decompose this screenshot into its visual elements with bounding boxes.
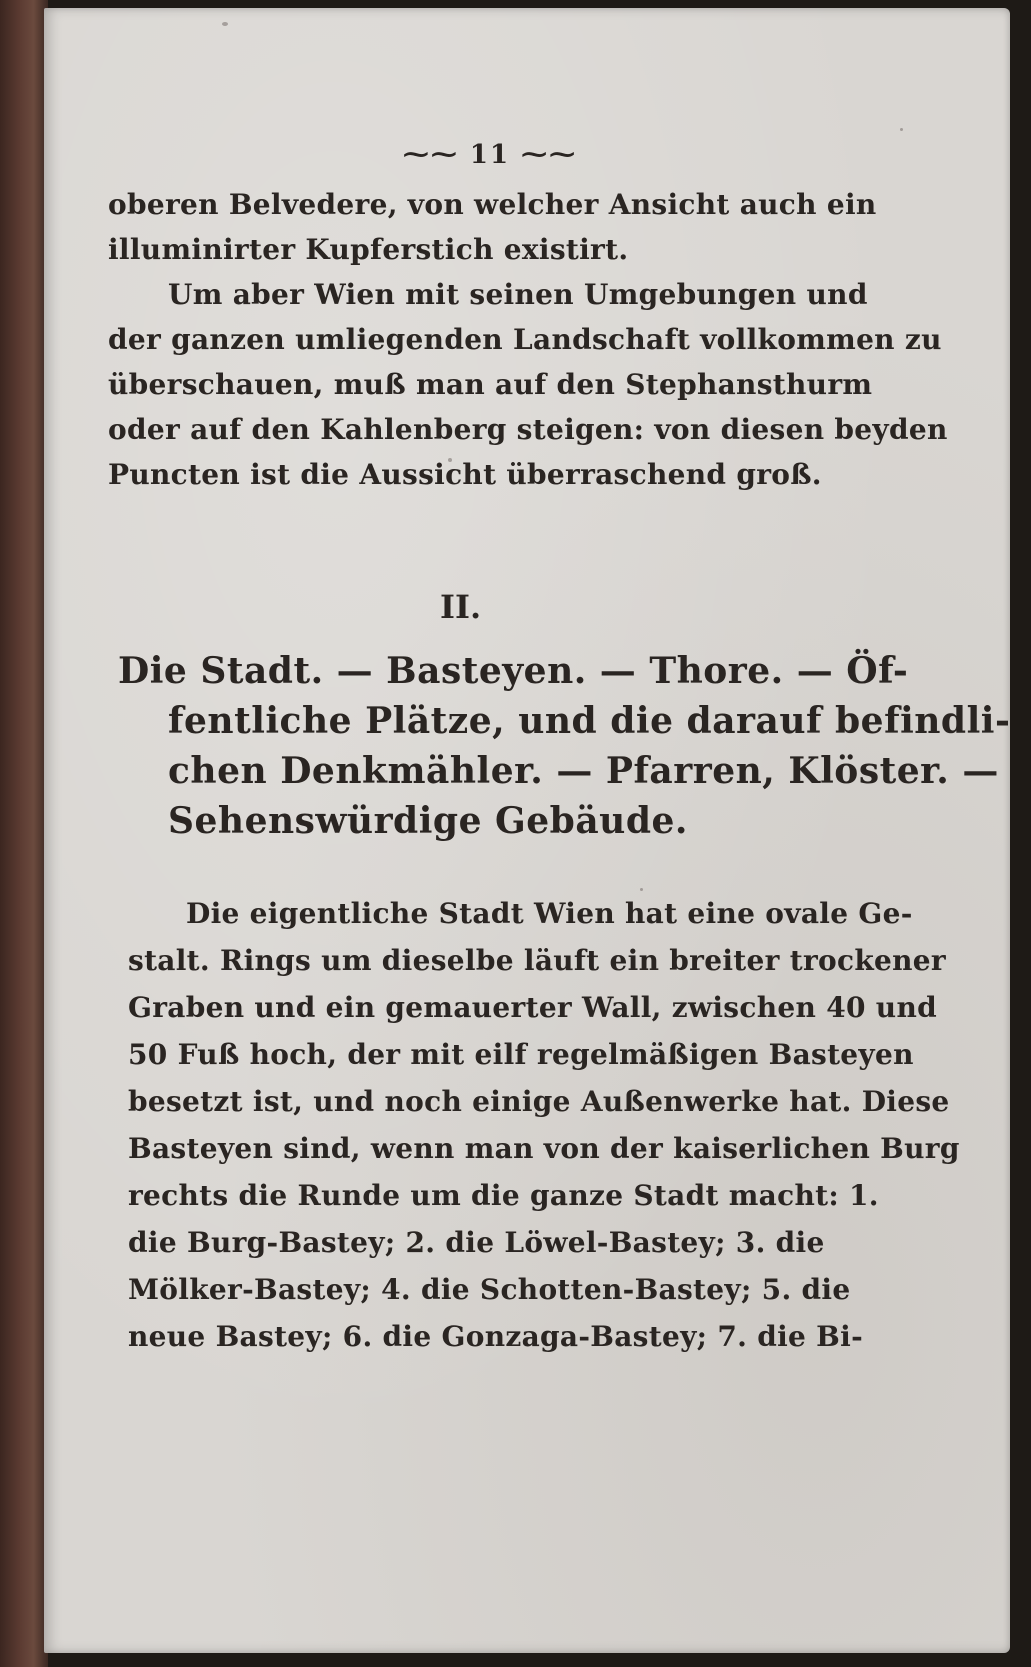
text-line: besetzt ist, und noch einige Außenwerke hat. Diese — [128, 1085, 950, 1118]
chapter-number: II. — [440, 588, 482, 626]
page-header: ⁓⁓ 11 ⁓⁓ — [402, 140, 578, 170]
text-line: der ganzen umliegenden Landschaft vollkommen zu — [108, 323, 942, 356]
text-line: oder auf den Kahlenberg steigen: von diesen beyden — [108, 413, 948, 446]
text-line: stalt. Rings um dieselbe läuft ein breiter trockener — [128, 944, 946, 977]
paper-speck — [640, 888, 643, 891]
text-line: Puncten ist die Aussicht überraschend groß. — [108, 458, 822, 491]
paper-speck — [222, 22, 228, 26]
text-line: rechts die Runde um die ganze Stadt macht: 1. — [128, 1179, 879, 1212]
text-line: neue Bastey; 6. die Gonzaga-Bastey; 7. die Bi- — [128, 1320, 864, 1353]
text-line: Die eigentliche Stadt Wien hat eine ovale Ge- — [186, 897, 913, 930]
text-line: überschauen, muß man auf den Stephansthurm — [108, 368, 873, 401]
text-line: Mölker-Bastey; 4. die Schotten-Bastey; 5. die — [128, 1273, 851, 1306]
text-line: 50 Fuß hoch, der mit eilf regelmäßigen Basteyen — [128, 1038, 914, 1071]
book-cover-edge — [0, 0, 48, 1667]
text-line: Um aber Wien mit seinen Umgebungen und — [168, 278, 868, 311]
text-line: illuminirter Kupferstich existirt. — [108, 233, 629, 266]
text-line: die Burg-Bastey; 2. die Löwel-Bastey; 3. die — [128, 1226, 825, 1259]
text-line: Graben und ein gemauerter Wall, zwischen 40 und — [128, 991, 937, 1024]
chapter-title-line: chen Denkmähler. — Pfarren, Klöster. — — [168, 750, 999, 792]
chapter-title-line: fentliche Plätze, und die darauf befindli- — [168, 700, 1011, 742]
paper-speck — [900, 128, 903, 131]
chapter-title-line: Die Stadt. — Basteyen. — Thore. — Öf- — [118, 650, 909, 692]
text-line: oberen Belvedere, von welcher Ansicht auch ein — [108, 188, 877, 221]
text-line: Basteyen sind, wenn man von der kaiserlichen Burg — [128, 1132, 960, 1165]
chapter-title-line: Sehenswürdige Gebäude. — [168, 800, 688, 842]
